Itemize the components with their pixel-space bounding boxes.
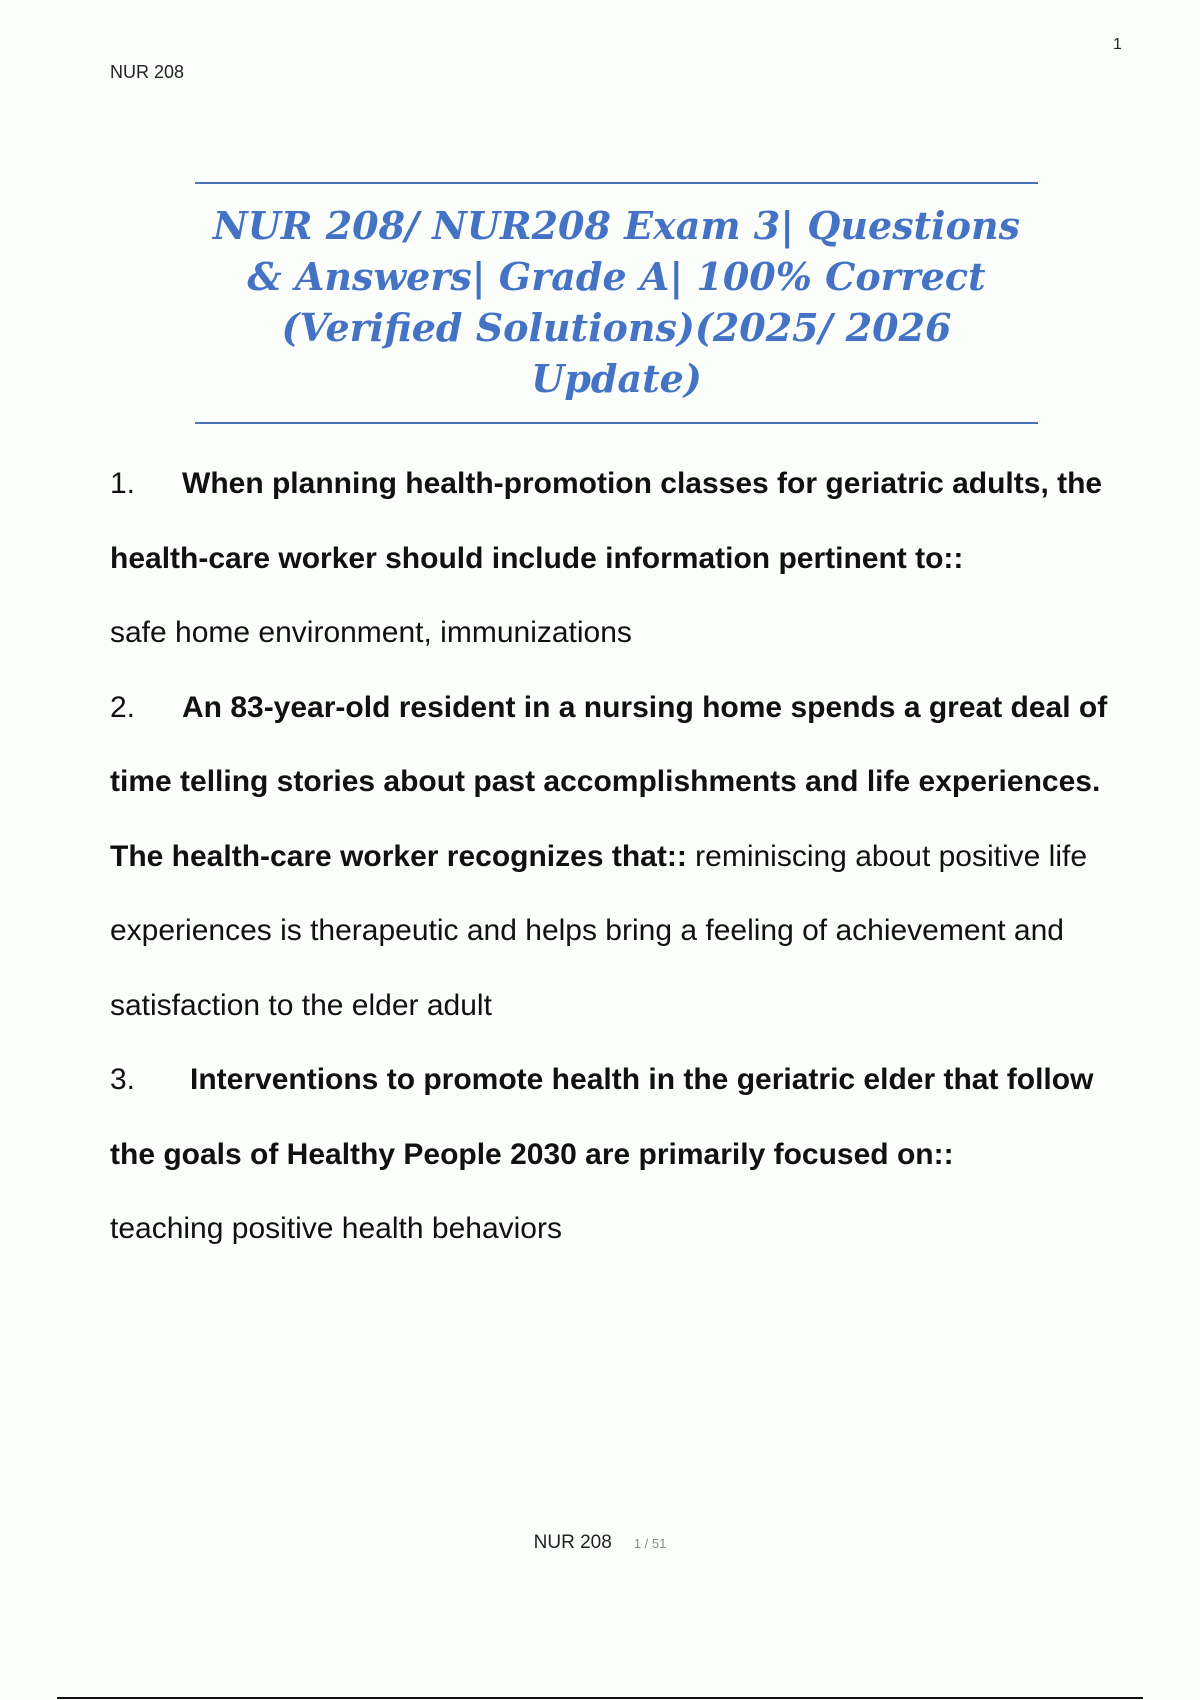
page-footer [0,1532,1200,1554]
question-number: 2. [110,690,136,724]
answer-text: safe home environment, immunizations [110,616,632,649]
question-list [110,447,1130,1267]
question-text: Interventions to promote health in the geriatric elder that follow the goals of Healthy People 2030 are primarily focused on:: [110,1063,1094,1171]
document-title: NUR 208/ NUR208 Exam 3| Questions & Answers| Grade A| 100% Correct (Verified Solutions)(2025/ 2026 Update) [213,203,1020,401]
title-block [195,182,1038,424]
title-top-rule [195,182,1038,184]
question-text: An 83-year-old resident in a nursing home spends a great deal of time telling stories about past accomplishments and life experiences. The health-care worker recognizes that:: [110,690,1108,873]
question-number: 3. [110,1063,136,1096]
question-item [110,671,1130,1044]
question-item [110,447,1130,671]
bottom-rule [57,1697,1143,1699]
footer-page-count: 1 / 51 [633,1536,667,1551]
header-label: NUR 208 [110,62,185,82]
question-number: 1. [110,467,136,500]
question-item [110,1043,1130,1267]
title-bottom-rule [195,422,1038,424]
footer-label: NUR 208 [533,1532,612,1553]
question-text: When planning health-promotion classes for geriatric adults, the health-care worker should include information pertinent to:: [110,467,1103,575]
answer-text: reminiscing about positive life experiences is therapeutic and helps bring a feeling of achievement and satisfaction to the elder adult [110,839,1088,1022]
answer-text: teaching positive health behaviors [110,1212,562,1245]
page-number: 1 [1113,36,1122,53]
